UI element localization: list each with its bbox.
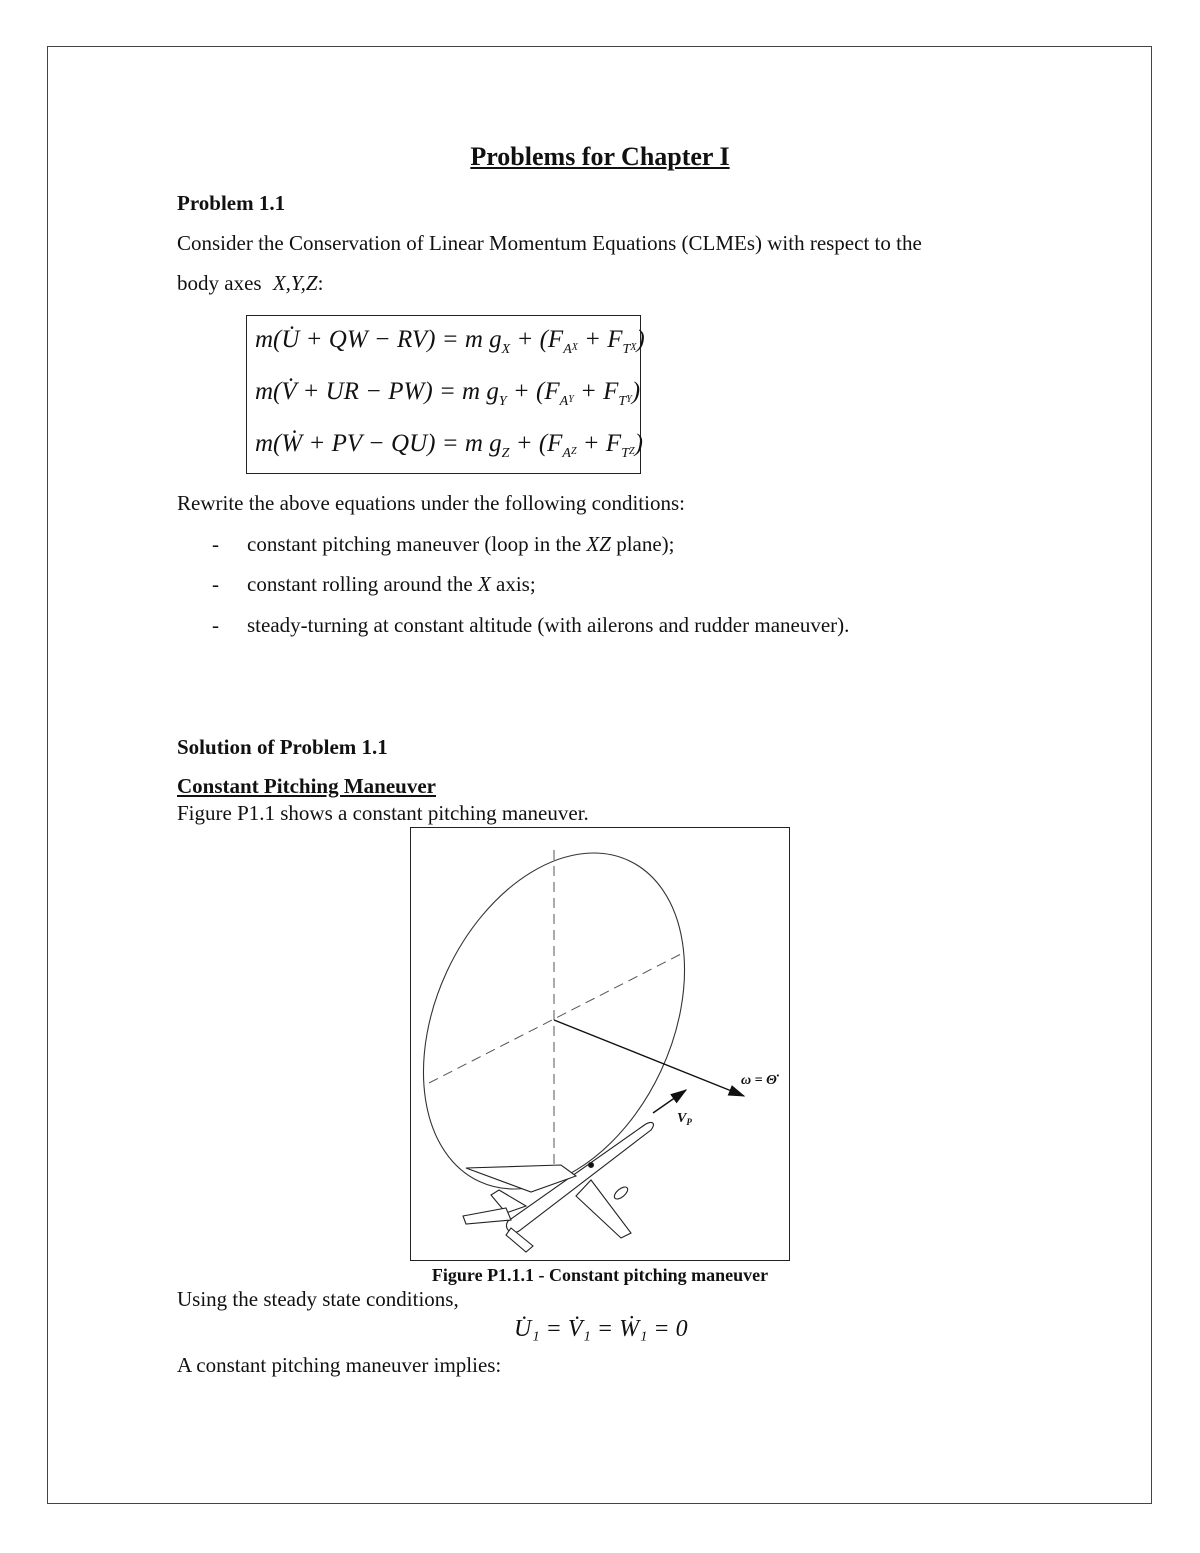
figure-intro: Figure P1.1 shows a constant pitching maneuver.	[177, 801, 589, 825]
equation-z-ft-sub2: Z	[629, 446, 635, 457]
horizontal-dashed-axis	[429, 954, 681, 1083]
bullet-text-end: axis;	[490, 572, 536, 596]
bullet-item	[247, 613, 849, 638]
airplane-icon	[463, 1123, 653, 1252]
intro-colon: :	[317, 271, 324, 295]
bullet-item	[247, 532, 675, 557]
equation-y-ft: + F	[573, 378, 619, 405]
steady-state-line: Using the steady state conditions,	[177, 1287, 459, 1311]
equation-y-ft-sub2: Y	[626, 394, 632, 405]
equation-z-fa: + (F	[509, 430, 563, 457]
omega-arrow	[554, 1020, 744, 1096]
omega-label: ω = Θ̇	[741, 1073, 777, 1088]
bullet-text: constant rolling around the	[247, 572, 478, 596]
page-title: Problems for Chapter I	[470, 142, 730, 171]
bullet-text: constant pitching maneuver (loop in the	[247, 532, 587, 556]
equation-z-ft-sub: T	[621, 446, 629, 461]
bullet-math: XZ	[586, 532, 611, 556]
intro-text: body axes	[177, 271, 262, 295]
velocity-arrow	[653, 1090, 686, 1113]
equation-x-fa-sub2: X	[571, 342, 578, 353]
equation-y-gsub: Y	[498, 394, 507, 409]
equation-x-gravity: = m g	[441, 326, 502, 353]
equation-y-gravity: = m g	[438, 378, 499, 405]
bullet-dash: -	[212, 532, 219, 556]
equation-x-ft-sub2: X	[630, 342, 637, 353]
equation-y-fa: + (F	[506, 378, 560, 405]
equation-x	[255, 326, 645, 358]
loop-ellipse	[411, 828, 736, 1231]
equation-y	[255, 378, 640, 410]
bullet-item	[247, 572, 536, 597]
figure-caption: Figure P1.1.1 - Constant pitching maneuver	[431, 1265, 769, 1285]
bullet-math: X	[477, 572, 491, 596]
pitching-loop-figure	[411, 828, 789, 1260]
equation-z-gravity: = m g	[441, 430, 502, 457]
equation-x-fa: + (F	[510, 326, 564, 353]
solution-heading: Solution of Problem 1.1	[177, 735, 388, 759]
equation-box	[246, 315, 645, 474]
rewrite-line: Rewrite the above equations under the following conditions:	[177, 491, 685, 515]
equation-z-lhs: m(Ẇ + PV − QU)	[255, 430, 436, 457]
equation-z	[255, 430, 643, 462]
equation-y-close: )	[631, 378, 641, 405]
problem-heading: Problem 1.1	[177, 191, 286, 215]
equation-x-ft: + F	[577, 326, 623, 353]
axes-math: X,Y,Z	[272, 271, 318, 295]
equation-z-close: )	[634, 430, 643, 457]
equation-x-lhs: m(U̇ + QW − RV)	[255, 326, 436, 353]
equation-x-fa-sub: A	[563, 342, 572, 357]
steady-state-equation: U̇₁ = V̇₁ = Ẇ₁ = 0	[514, 1316, 688, 1342]
equation-z-ft: + F	[576, 430, 622, 457]
equation-x-gsub: X	[501, 342, 511, 357]
bullet-dash: -	[212, 613, 219, 637]
equation-y-fa-sub2: Y	[568, 394, 574, 405]
equation-y-lhs: m(V̇ + UR − PW)	[255, 378, 433, 405]
intro-line-2	[177, 271, 323, 296]
intro-line-1: Consider the Conservation of Linear Momentum Equations (CLMEs) with respect to the	[177, 231, 922, 255]
equation-y-ft-sub: T	[618, 394, 627, 409]
bullet-dash: -	[212, 572, 219, 596]
bullet-text: steady-turning at constant altitude (with ailerons and rudder maneuver).	[247, 613, 850, 637]
last-line: A constant pitching maneuver implies:	[177, 1353, 502, 1377]
velocity-label: $V_P$	[677, 1111, 692, 1127]
equation-x-ft-sub: T	[622, 342, 631, 357]
equation-z-fa-sub: A	[562, 446, 571, 461]
figure-frame	[410, 827, 790, 1261]
section-subheading: Constant Pitching Maneuver	[177, 774, 436, 798]
equation-z-gsub: Z	[501, 446, 510, 461]
equation-x-close: )	[636, 326, 645, 353]
equation-z-fa-sub2: Z	[570, 446, 577, 457]
bullet-text-end: plane);	[610, 532, 675, 556]
equation-y-fa-sub: A	[559, 394, 569, 409]
